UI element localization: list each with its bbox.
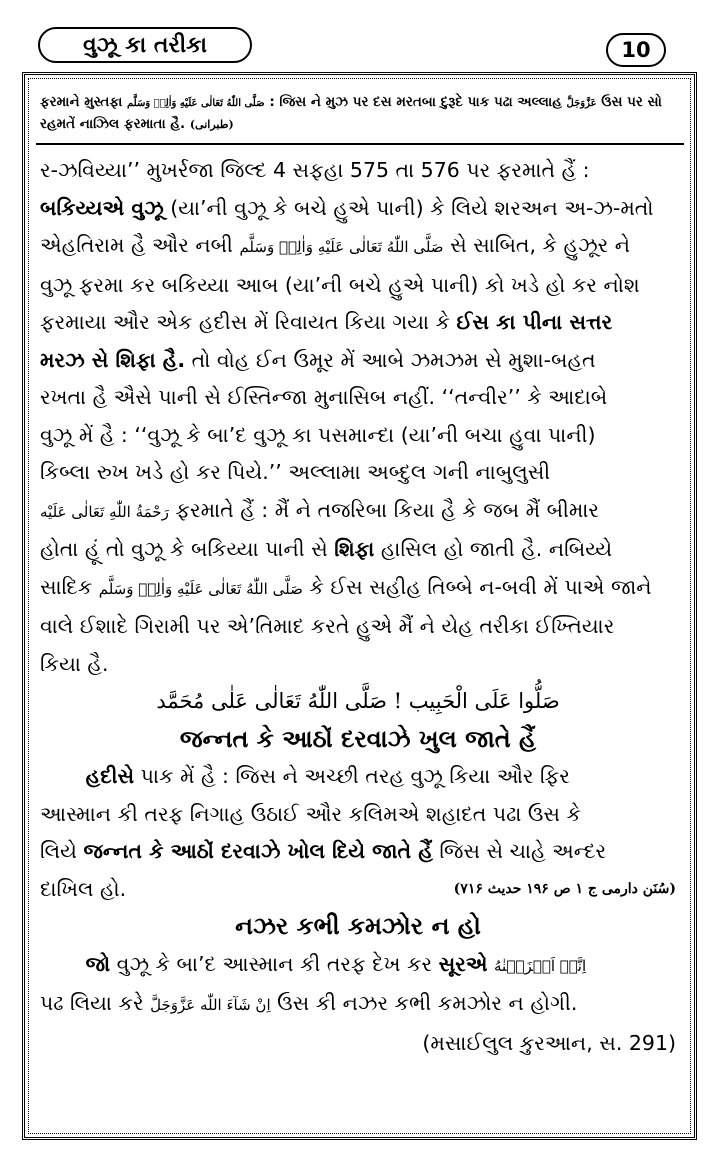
- body-line: [40, 871, 676, 909]
- top-note-azza: عَزَّوَجَلَّ: [566, 98, 597, 109]
- top-note-line1-end: ઉસ પર સો: [601, 94, 662, 110]
- page-number: 10: [606, 33, 666, 67]
- text: ફરમાતે હૈં : મૈં ને તજરિબા કિયા હૈ કે જબ મૈં બીમાર: [175, 497, 600, 522]
- text: સે સાબિત, કે હુઝૂર ને: [450, 233, 631, 257]
- body-line: [40, 833, 676, 871]
- body-line: [40, 946, 676, 986]
- body-line: વાલે ઈશાદે ગિરામી પર એ’તિમાદ કરતે હુએ મૈં ને યેહ તરીકા ઈખ્તિયાર: [40, 614, 615, 638]
- body-line: [40, 304, 676, 342]
- text: પાક મેં હૈ : જિસ ને અચ્છી તરહ વુઝૂ કિયા ઔર ફિર: [134, 764, 570, 788]
- honorific: صَلَّى اللّٰهُ تَعَالٰى عَلَيْهِ وَاٰلِهٖ وَسَلَّم: [98, 579, 303, 598]
- top-note: [40, 92, 680, 135]
- text: દાખિલ હો.: [40, 876, 127, 901]
- body-line: આસ્માન કી તરફ નિગાહ ઉઠાઈ ઔર કલિમએ શહાદત પઢા ઉસ કે: [40, 801, 581, 826]
- body-line: [40, 569, 676, 609]
- bold-text: મરઝ સે શિફા હૈ.: [40, 347, 186, 372]
- text: વુઝૂ કે બા’દ આસ્માન કી તરફ દેખ કર: [110, 951, 439, 976]
- inshallah: اِنْ شَآءَ اللّٰه عَزَّوَجَلَّ: [150, 996, 271, 1014]
- hadith-reference: (سُنَن دارمی ج ۱ ص ۱۹۶ حدیث ۷۱۶): [453, 880, 676, 897]
- bold-text: ઈસ કા પીના સત્તર: [456, 310, 613, 334]
- text: હોતા હૂં તો વુઝૂ કે બકિય્યા પાની સે: [40, 537, 335, 561]
- bold-text: શિફા: [334, 537, 375, 561]
- top-note-divider: [36, 143, 684, 145]
- bold-text: હદીસે: [85, 764, 135, 788]
- body-line: વુઝૂ ફરમા કર બકિય્યા આબ (યા’ની બચે હુએ પાની) કો ખડે હો કર નોશ: [40, 272, 640, 297]
- body-line: [40, 531, 676, 569]
- bold-text: જો: [85, 951, 111, 976]
- body-line: [40, 227, 676, 267]
- text: એહતિરામ હૈ ઔર નબી: [40, 233, 233, 257]
- text: હાસિલ હો જાતી હૈ. નબિય્યે: [374, 537, 613, 561]
- honorific: رَحْمَةُ اللّٰهِ تَعَالٰى عَلَيْه: [40, 502, 169, 521]
- text: જિસ સે ચાહે અન્દર: [432, 839, 607, 863]
- text: ઉસ કી નઝર કભી કમઝોર ન હોગી.: [277, 991, 578, 1015]
- text: કે ઈસ સહીહ તિબ્બે ન-બવી મેં પાએ જાને: [309, 574, 652, 599]
- bold-text: જન્નત કે આઠોં દરવાઝે ખોલ દિયે જાતે હૈં: [83, 839, 433, 863]
- chapter-title: વુઝૂ કા તરીકા: [38, 27, 252, 63]
- top-note-line1: : જિસ ને મુઝ પર દસ મરતબા દુરૂદે પાક પઢા અલ્લાહ: [269, 94, 562, 110]
- body-line: કિબ્લા રુખ ખડે હો કર પિયે.’’ અલ્લામા અબ્દુલ ગની નાબુલુસી: [40, 460, 551, 484]
- page-body: [40, 152, 676, 1062]
- top-note-line2: રહમતેં નાઝિલ ફરમાતા હૈ.: [40, 116, 186, 132]
- text: સાદિક: [40, 574, 93, 599]
- top-note-prefix: ફરમાને મુસ્તફા: [40, 94, 123, 110]
- body-line: ર-ઝવિય્યા’’ મુખર્રજા જિલ્દ 4 સફહા 575 તા 576 પર ફરમાતે હૈં :: [40, 158, 590, 182]
- body-line: [40, 190, 676, 228]
- body-line: [40, 985, 676, 1025]
- top-note-source: (طبرانی): [189, 118, 234, 131]
- body-line: [40, 758, 676, 796]
- top-note-honorific: صَلَّى اللّٰهُ تَعَالٰى عَلَيْهِ وَاٰلِهٖ وَسَلَّم: [127, 98, 265, 109]
- text: લિયે: [40, 839, 84, 863]
- body-line: રખતા હૈ ઐસે પાની સે ઈસ્તિન્જા મુનાસિબ નહીં. ‘‘તન્વીર’’ કે આદાબે: [40, 385, 608, 409]
- text: (યા’ની વુઝૂ કે બચે હુએ પાની) કે લિયે શરઅન અ-ઝ-મતો: [163, 195, 654, 220]
- text: તો વોહ ઈન ઉમૂર મેં આબે ઝમઝમ સે મુશા-બહત: [185, 347, 596, 372]
- salat-line: صَلُّوا عَلَى الْحَبِيب ! صَلَّى اللّٰهُ تَعَالٰى عَلٰى مُحَمَّد: [156, 689, 560, 713]
- section-heading-jannat: જન્નત કે આઠોં દરવાઝે ખુલ જાતે હૈં: [179, 724, 537, 753]
- text: ફરમાયા ઔર એક હદીસ મેં રિવાયત કિયા ગયા કે: [40, 310, 457, 334]
- text: પઢ લિયા કરે: [40, 991, 144, 1015]
- body-line: [40, 342, 676, 380]
- honorific: صَلَّى اللّٰهُ تَعَالٰى عَلَيْهِ وَاٰلِهٖ وَسَلَّم: [239, 238, 444, 256]
- bold-text: સૂરએ: [438, 951, 488, 976]
- book-reference: (મસાઈલુલ કુરઆન, સ. 291): [422, 1030, 676, 1055]
- body-line: [40, 492, 676, 532]
- body-line: કિયા હૈ.: [40, 651, 109, 676]
- body-line: વુઝૂ મેં હૈ : ‘‘વુઝૂ કે બા’દ વુઝૂ કા પસમાન્દા (યા’ની બચા હુવા પાની): [40, 422, 596, 447]
- bold-text: બકિય્યએ વુઝૂ: [40, 195, 164, 220]
- surah-name: اِنَّاۤ اَنۡزَلۡنٰهُ: [493, 956, 587, 975]
- section-heading-nazar: નઝર કભી કમઝોર ન હો: [235, 912, 481, 940]
